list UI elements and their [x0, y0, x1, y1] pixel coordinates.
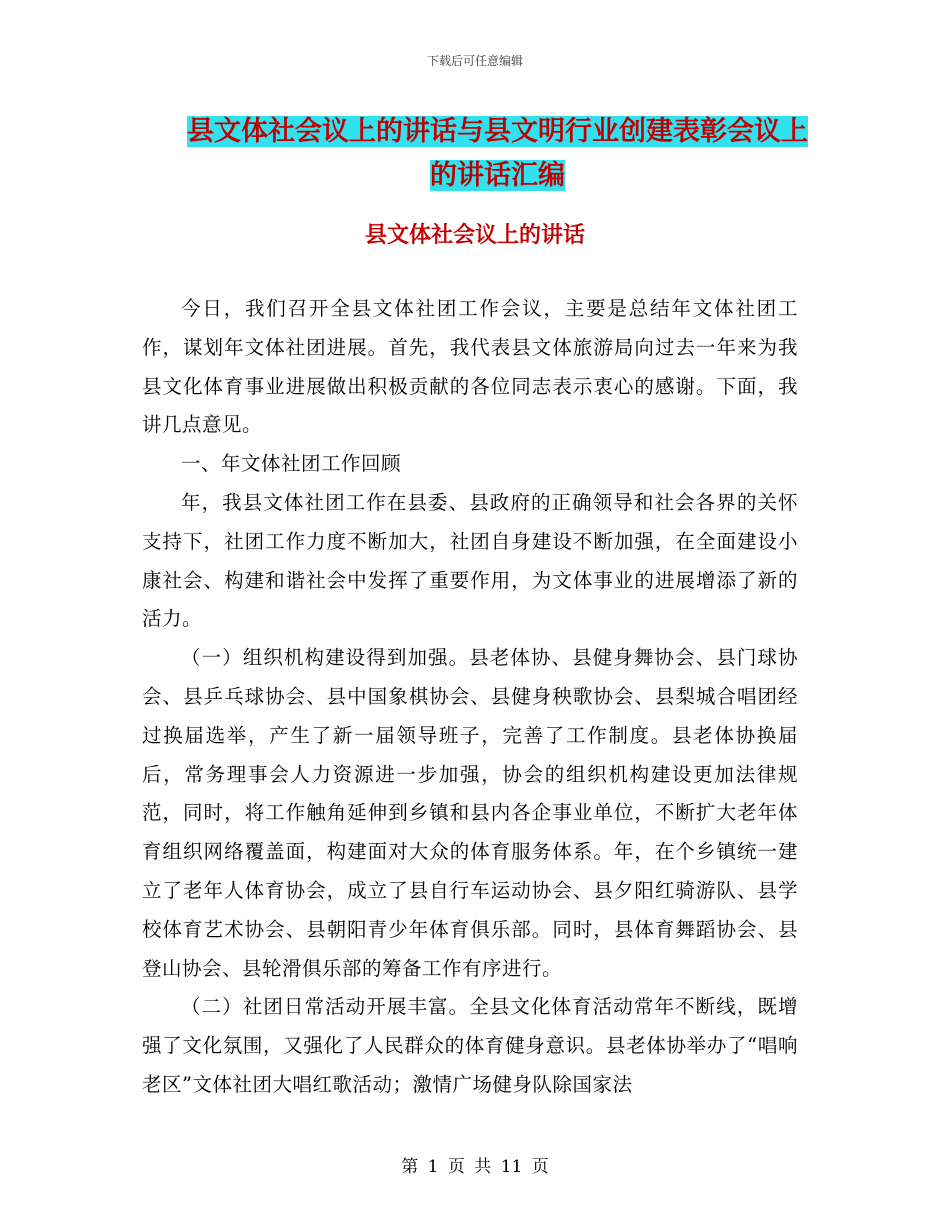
page-header-note: 下载后可任意编辑 [426, 54, 523, 68]
body-paragraph: 年，我县文体社团工作在县委、县政府的正确领导和社会各界的关怀支持下，社团工作力度不断加大，社团自身建设不断加强，在全面建设小康社会、构建和谐社会中发挥了重要作用，为文体事业的进展增添了新的活力。 [142, 490, 798, 631]
document-title-line-2: 的讲话汇编 [430, 160, 565, 191]
body-paragraph: （二）社团日常活动开展丰富。全县文化体育活动常年不断线，既增强了文化氛围，又强化了人民群众的体育健身意识。县老体协举办了“唱响老区”文体社团大唱红歌活动；激情广场健身队除国家法 [142, 995, 798, 1096]
page-footer: 第 1 页 共 11 页 [401, 1157, 549, 1177]
body-paragraph: 今日，我们召开全县文体社团工作会议，主要是总结年文体社团工作，谋划年文体社团进展。首先，我代表县文体旅游局向过去一年来为我县文化体育事业进展做出积极贡献的各位同志表示衷心的感谢。下面，我讲几点意见。 [142, 297, 798, 437]
body-paragraph: （一）组织机构建设得到加强。县老体协、县健身舞协会、县门球协会、县乒乓球协会、县中国象棋协会、县健身秧歌协会、县梨城合唱团经过换届选举，产生了新一届领导班子，完善了工作制度。县老体协换届后，常务理事会人力资源进一步加强，协会的组织机构建设更加法律规范，同时，将工作触角延伸到乡镇和县内各企事业单位，不断扩大老年体育组织网络覆盖面，构建面对大众的体育服务体系。年，在个乡镇统一建立了老年人体育协会，成立了县自行车运动协会、县夕阳红骑游队、县学校体育艺术协会、县朝阳青少年体育俱乐部。同时，县体育舞蹈协会、县登山协会、县轮滑俱乐部的筹备工作有序进行。 [142, 646, 798, 980]
document-title [140, 110, 855, 198]
body-paragraph: 一、年文体社团工作回顾 [181, 452, 402, 476]
document-title-line-1: 县文体社会议上的讲话与县文明行业创建表彰会议上 [187, 116, 808, 147]
section-title: 县文体社会议上的讲话 [364, 223, 585, 248]
document-body [142, 290, 798, 1105]
